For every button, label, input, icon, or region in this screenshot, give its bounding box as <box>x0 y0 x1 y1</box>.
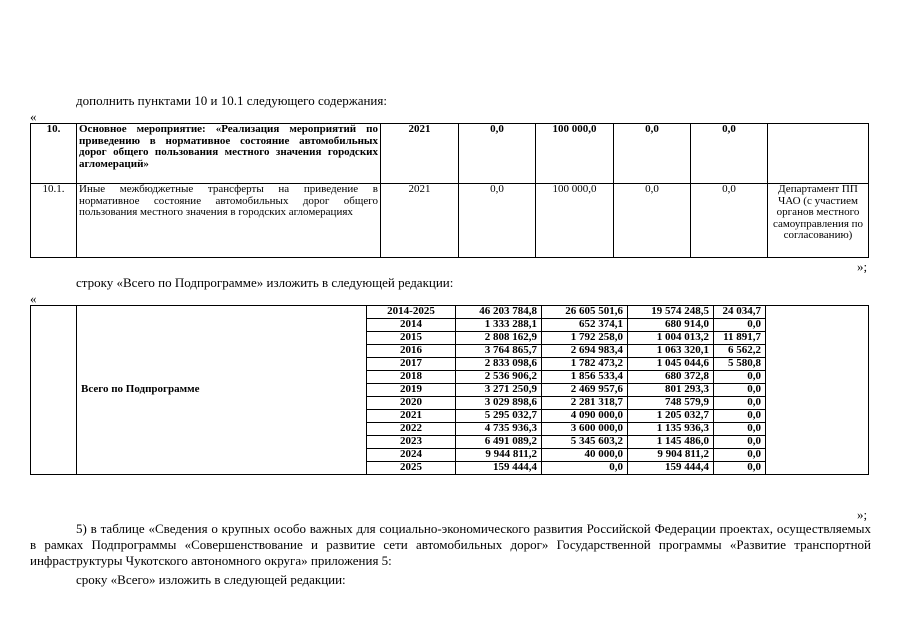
value-cell: 0,0 <box>691 184 768 258</box>
value-cell: 3 029 898,6 <box>456 397 542 410</box>
value-cell: 0,0 <box>714 410 766 423</box>
value-cell: 801 293,3 <box>628 384 714 397</box>
value-cell: 1 333 288,1 <box>456 319 542 332</box>
close-quote-1: »; <box>857 259 868 274</box>
row-number: 10.1. <box>31 184 77 258</box>
value-cell: 2 469 957,6 <box>542 384 628 397</box>
value-cell: 6 491 089,2 <box>456 436 542 449</box>
open-quote-2: « <box>30 291 37 306</box>
year-cell: 2024 <box>367 449 456 462</box>
value-cell: 1 004 013,2 <box>628 332 714 345</box>
value-cell: 2 281 318,7 <box>542 397 628 410</box>
value-cell: 159 444,4 <box>456 462 542 475</box>
year-cell: 2016 <box>367 345 456 358</box>
value-cell: 0,0 <box>459 124 536 184</box>
year-cell: 2020 <box>367 397 456 410</box>
value-cell: 24 034,7 <box>714 306 766 319</box>
value-cell: 1 145 486,0 <box>628 436 714 449</box>
table-row <box>31 124 869 184</box>
value-cell: 4 735 936,3 <box>456 423 542 436</box>
table-row <box>31 306 869 319</box>
empty-cell <box>31 306 77 475</box>
value-cell: 5 295 032,7 <box>456 410 542 423</box>
value-cell: 0,0 <box>714 384 766 397</box>
value-cell: 40 000,0 <box>542 449 628 462</box>
year-cell: 2021 <box>381 184 459 258</box>
executor-cell <box>766 306 869 475</box>
table-total <box>30 305 869 475</box>
year-cell: 2017 <box>367 358 456 371</box>
intro-line: дополнить пунктами 10 и 10.1 следующего содержания: <box>76 93 387 108</box>
value-cell: 100 000,0 <box>536 184 614 258</box>
year-cell: 2022 <box>367 423 456 436</box>
value-cell: 6 562,2 <box>714 345 766 358</box>
year-cell: 2018 <box>367 371 456 384</box>
value-cell: 1 792 258,0 <box>542 332 628 345</box>
value-cell: 1 856 533,4 <box>542 371 628 384</box>
year-cell: 2019 <box>367 384 456 397</box>
value-cell: 1 782 473,2 <box>542 358 628 371</box>
value-cell: 5 345 603,2 <box>542 436 628 449</box>
value-cell: 2 536 906,2 <box>456 371 542 384</box>
measure-name: Иные межбюджетные трансферты на приведение в нормативное состояние автомобильных дорог общего пользования местного значения в городских агломерациях <box>77 184 381 258</box>
value-cell: 3 600 000,0 <box>542 423 628 436</box>
last-line: сроку «Всего» изложить в следующей редакции: <box>76 572 346 587</box>
value-cell: 680 372,8 <box>628 371 714 384</box>
value-cell: 0,0 <box>714 462 766 475</box>
line-total-subprogram: строку «Всего по Подпрограмме» изложить в следующей редакции: <box>76 275 454 290</box>
value-cell: 2 833 098,6 <box>456 358 542 371</box>
value-cell: 3 271 250,9 <box>456 384 542 397</box>
value-cell: 0,0 <box>714 371 766 384</box>
value-cell: 748 579,9 <box>628 397 714 410</box>
value-cell: 680 914,0 <box>628 319 714 332</box>
value-cell: 26 605 501,6 <box>542 306 628 319</box>
paragraph-5: 5) в таблице «Сведения о крупных особо важных для социально-экономического развития Российской Федерации проектах, осуществляемых в рамках Подпрограммы «Совершенствование и развитие сети автомобильных дорог» Государственной программы «Развитие транспортной инфраструктуры Чукотского автономного округа» приложения 5: <box>30 521 871 568</box>
year-cell: 2021 <box>367 410 456 423</box>
value-cell: 9 944 811,2 <box>456 449 542 462</box>
value-cell: 1 045 044,6 <box>628 358 714 371</box>
total-label: Всего по Подпрограмме <box>77 306 367 475</box>
measure-name: Основное мероприятие: «Реализация мероприятий по приведению в нормативное состояние автомобильных дорог общего пользования местного значения городских агломераций» <box>77 124 381 184</box>
year-cell: 2014-2025 <box>367 306 456 319</box>
value-cell: 0,0 <box>714 397 766 410</box>
executor-cell <box>768 124 869 184</box>
value-cell: 2 694 983,4 <box>542 345 628 358</box>
value-cell: 1 205 032,7 <box>628 410 714 423</box>
value-cell: 0,0 <box>542 462 628 475</box>
value-cell: 46 203 784,8 <box>456 306 542 319</box>
year-cell: 2023 <box>367 436 456 449</box>
value-cell: 0,0 <box>714 436 766 449</box>
table-measures <box>30 123 869 258</box>
value-cell: 11 891,7 <box>714 332 766 345</box>
value-cell: 1 135 936,3 <box>628 423 714 436</box>
close-quote-2: »; <box>857 507 868 522</box>
table-row <box>31 184 869 258</box>
value-cell: 159 444,4 <box>628 462 714 475</box>
row-number: 10. <box>31 124 77 184</box>
year-cell: 2025 <box>367 462 456 475</box>
value-cell: 0,0 <box>714 449 766 462</box>
value-cell: 0,0 <box>714 319 766 332</box>
year-cell: 2015 <box>367 332 456 345</box>
value-cell: 0,0 <box>614 124 691 184</box>
value-cell: 100 000,0 <box>536 124 614 184</box>
value-cell: 9 904 811,2 <box>628 449 714 462</box>
value-cell: 3 764 865,7 <box>456 345 542 358</box>
value-cell: 1 063 320,1 <box>628 345 714 358</box>
year-cell: 2014 <box>367 319 456 332</box>
value-cell: 4 090 000,0 <box>542 410 628 423</box>
year-cell: 2021 <box>381 124 459 184</box>
open-quote-1: « <box>30 109 37 124</box>
value-cell: 0,0 <box>714 423 766 436</box>
value-cell: 0,0 <box>459 184 536 258</box>
value-cell: 0,0 <box>614 184 691 258</box>
value-cell: 19 574 248,5 <box>628 306 714 319</box>
value-cell: 0,0 <box>691 124 768 184</box>
executor-cell: Департамент ПП ЧАО (с участием органов местного самоуправления по согласованию) <box>768 184 869 258</box>
value-cell: 2 808 162,9 <box>456 332 542 345</box>
value-cell: 652 374,1 <box>542 319 628 332</box>
value-cell: 5 580,8 <box>714 358 766 371</box>
